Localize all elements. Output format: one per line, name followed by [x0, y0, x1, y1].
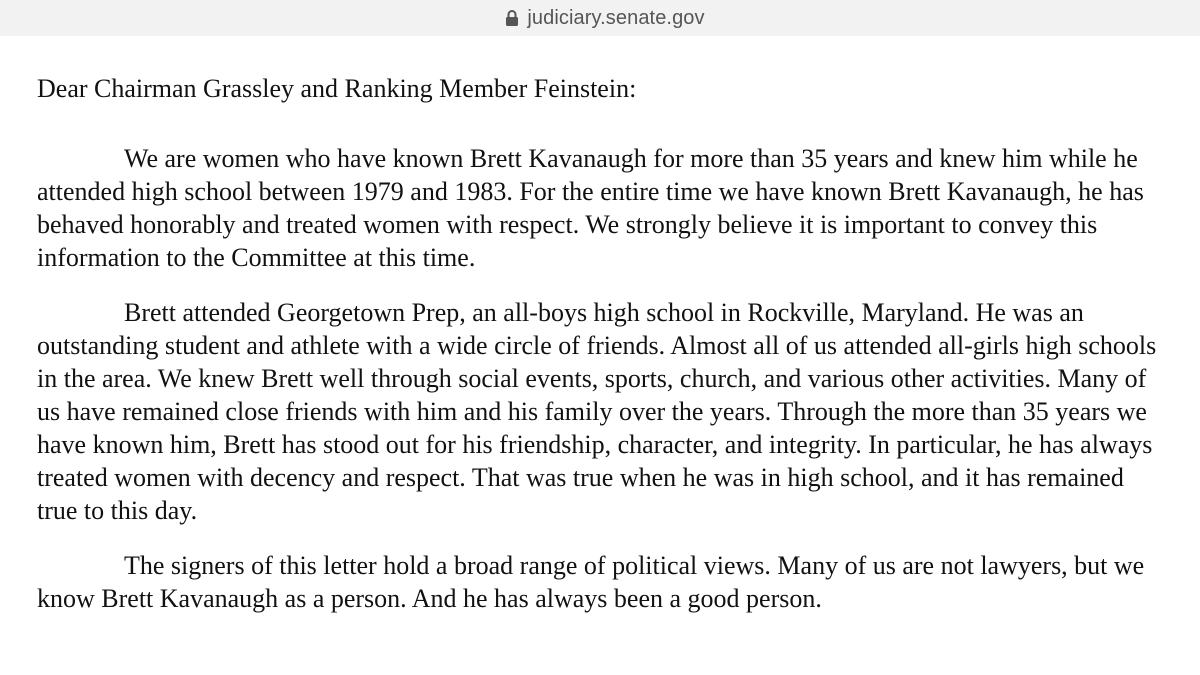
- letter-paragraph-2: Brett attended Georgetown Prep, an all-boys high school in Rockville, Maryland. He was an outstanding student and athlete with a wide circle of friends. Almost all of us attended all-girls high schools in the area. We knew Brett well through social events, sports, church, and various other activities. Many of us have remained close friends with him and his family over the years. Through the more than 35 years we have known him, Brett has stood out for his friendship, character, and integrity. In particular, he has always treated women with decency and respect. That was true when he was in high school, and it has remained true to this day.: [37, 298, 1157, 525]
- letter-body: [37, 60, 1162, 615]
- lock-icon: [505, 9, 519, 27]
- letter-paragraph-3: The signers of this letter hold a broad range of political views. Many of us are not lawyers, but we know Brett Kavanaugh as a person. And he has always been a good person.: [37, 551, 1145, 613]
- letter-salutation: Dear Chairman Grassley and Ranking Member Feinstein:: [37, 74, 637, 103]
- letter-paragraph-1: We are women who have known Brett Kavanaugh for more than 35 years and knew him while he attended high school between 1979 and 1983. For the entire time we have known Brett Kavanaugh, he has behaved honorably and treated women with respect. We strongly believe it is important to convey this information to the Committee at this time.: [37, 144, 1144, 272]
- address-bar-content[interactable]: [505, 7, 704, 30]
- address-bar[interactable]: [0, 0, 1200, 36]
- url-text[interactable]: judiciary.senate.gov: [527, 6, 705, 29]
